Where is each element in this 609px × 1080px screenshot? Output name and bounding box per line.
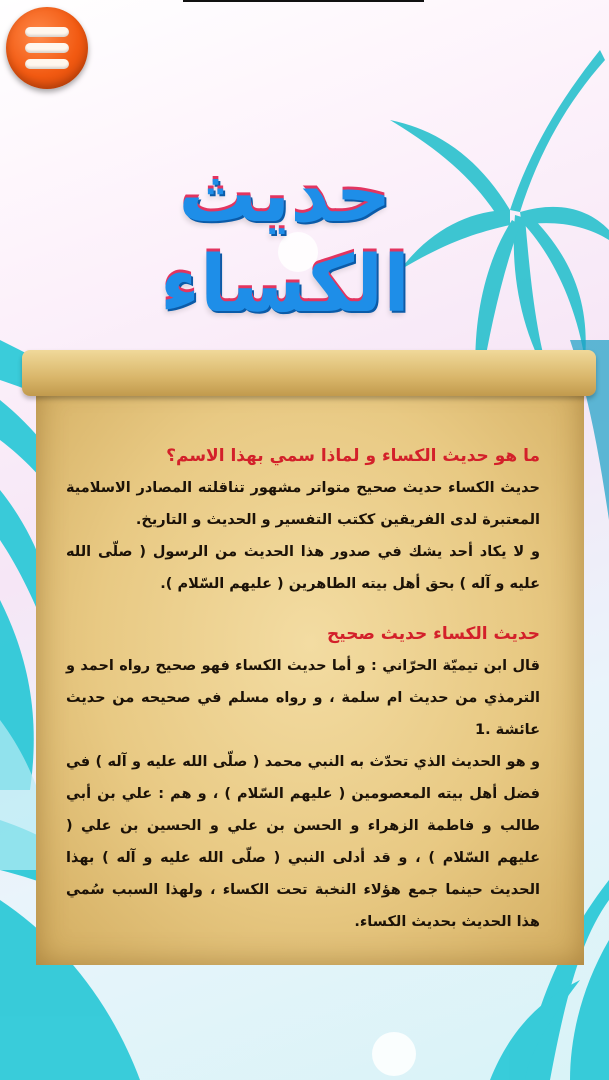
section-heading: ما هو حديث الكساء و لماذا سمي بهذا الاسم؟ [166, 446, 540, 466]
section-paragraph: و لا يكاد أحد يشك في صدور هذا الحديث من الرسول ( صلّى الله عليه و آله ) بحق أهل بيته الطاهرين ( عليهم السّلام ). [66, 544, 540, 592]
status-bar-line [183, 0, 424, 2]
section-paragraph: حديث الكساء حديث صحيح متواتر مشهور تناقلته المصادر الاسلامية المعتبرة لدى الفريقين ككتب التفسير و الحديث و التاريخ. [66, 480, 540, 528]
page-title: حديث الكساء [160, 150, 410, 330]
section-paragraph: قال ابن تيميّة الحرّاني : و أما حديث الكساء فهو صحيح رواه احمد و الترمذي من حديث ام سلمة ، و رواه مسلم في صحيحه من حديث عائشة .1 [66, 658, 540, 738]
section-heading: حديث الكساء حديث صحيح [327, 624, 540, 644]
section-paragraph: و هو الحديث الذي تحدّث به النبي محمد ( صلّى الله عليه و آله ) في فضل أهل بيته المعصومين ( عليهم السّلام ) ، و هم : علي بن أبي طالب و فاطمة الزهراء و الحسن بن علي و الحسين بن علي ( عليهم السّلام ) ، و قد أدلى النبي ( صلّى الله عليه و آله ) بهذا الحديث حينما جمع هؤلاء النخبة تحت الكساء ، ولهذا السبب سُمي هذا الحديث بحديث الكساء. [66, 754, 540, 930]
parchment-scroll-roll [22, 350, 596, 396]
article-content [66, 440, 540, 938]
menu-button[interactable] [6, 7, 88, 89]
bokeh-light-decoration [372, 1032, 416, 1076]
